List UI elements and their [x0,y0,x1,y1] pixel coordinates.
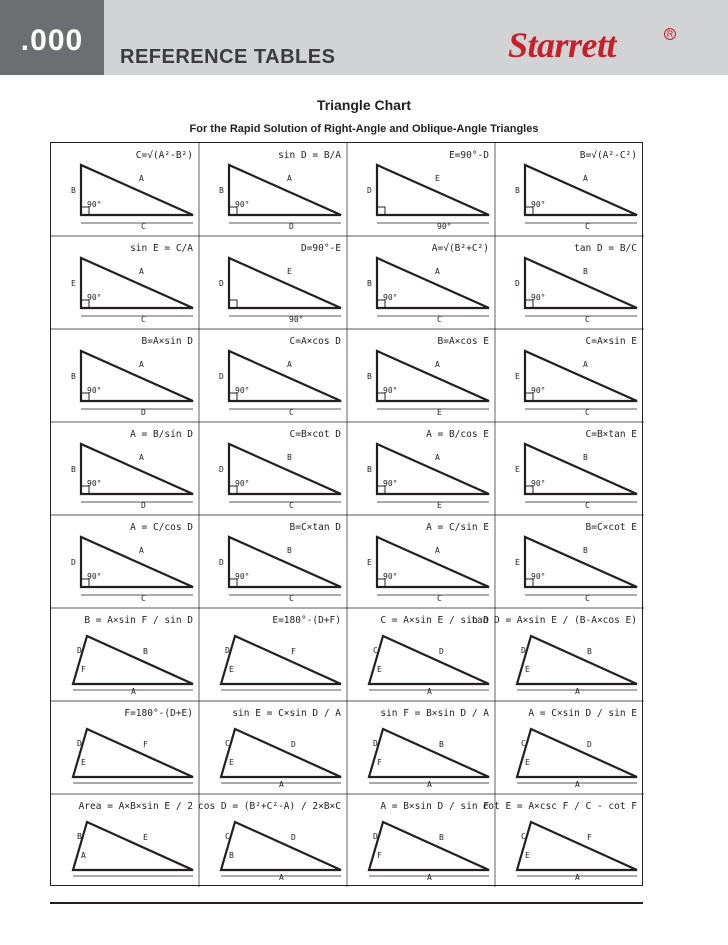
side-label: A [583,360,588,369]
side-label: A [583,174,588,183]
formula-text: B=A×cos E [437,336,489,347]
formula-text: B=C×tan D [289,522,341,533]
side-label: F [81,665,86,674]
side-label: A [139,546,144,555]
side-label: D [587,740,592,749]
bottom-rule [50,902,643,904]
side-label: C [289,501,294,510]
side-label: C [585,222,590,231]
side-label: E [525,851,530,860]
side-label: 90° [383,386,398,395]
formula-text: C=√(A²-B²) [135,150,193,161]
side-label: C [141,222,146,231]
side-label: C [585,315,590,324]
side-label: A [435,546,440,555]
side-label: A [287,174,292,183]
side-label: D [219,465,224,474]
side-label: B [229,851,234,860]
formula-text: A = B/cos E [426,429,489,440]
side-label: F [587,833,592,842]
side-label: C [225,739,230,748]
formula-text: A = C/sin E [426,522,489,533]
side-label: B [439,740,444,749]
formula-text: B = A×sin F / sin D [84,615,193,626]
side-label: E [525,758,530,767]
side-label: A [279,873,284,882]
triangle-chart-grid [50,142,643,886]
side-label: A [575,873,580,882]
side-label: D [219,279,224,288]
side-label: D [515,279,520,288]
formula-text: sin E = C/A [130,243,193,254]
side-label: E [435,174,440,183]
side-label: D [521,646,526,655]
side-label: C [585,501,590,510]
formula-text: sin E = C×sin D / A [232,708,341,719]
formula-text: B=√(A²-C²) [579,150,637,161]
side-label: 90° [383,479,398,488]
side-label: 90° [531,200,546,209]
formula-text: E=180°-(D+F) [272,615,341,626]
side-label: F [377,758,382,767]
side-label: 90° [87,572,102,581]
side-label: D [141,501,146,510]
side-label: 90° [531,386,546,395]
side-label: 90° [383,293,398,302]
formula-text: C=A×cos D [289,336,341,347]
side-label: B [71,186,76,195]
side-label: A [287,360,292,369]
grid-lines [51,143,644,887]
formula-text: cot E = A×csc F / C - cot F [482,801,637,812]
side-label: 90° [235,200,250,209]
formula-text: B=C×cot E [585,522,637,533]
side-label: E [437,501,442,510]
side-label: B [583,546,588,555]
side-label: B [587,647,592,656]
side-label: D [367,186,372,195]
side-label: B [219,186,224,195]
formula-text: tan D = A×sin E / (B-A×cos E) [471,615,637,626]
side-label: E [515,372,520,381]
side-label: C [289,408,294,417]
section-code-box [0,0,104,75]
side-label: 90° [531,293,546,302]
side-label: 90° [383,572,398,581]
registered-mark: R [664,28,676,40]
side-label: B [367,372,372,381]
side-label: 90° [235,572,250,581]
formula-text: A = B/sin D [130,429,193,440]
side-label: E [515,558,520,567]
section-title: REFERENCE TABLES [120,46,336,68]
side-label: D [219,372,224,381]
side-label: D [291,740,296,749]
side-label: B [515,186,520,195]
side-label: D [77,739,82,748]
side-label: 90° [289,315,304,324]
brand-name: Starrett [508,25,617,65]
formula-text: tan D = B/C [574,243,637,254]
side-label: E [81,758,86,767]
side-label: A [427,780,432,789]
side-label: B [367,465,372,474]
brand-logo [508,22,674,70]
formula-text: D=90°-E [300,243,341,254]
side-label: A [139,174,144,183]
side-label: E [437,408,442,417]
side-label: A [435,360,440,369]
side-label: 90° [87,293,102,302]
side-label: D [291,833,296,842]
side-label: C [225,832,230,841]
side-label: A [575,780,580,789]
side-label: B [583,267,588,276]
side-label: D [289,222,294,231]
side-label: D [373,832,378,841]
side-label: B [439,833,444,842]
side-label: C [373,646,378,655]
side-label: 90° [531,479,546,488]
side-label: D [77,646,82,655]
side-label: 90° [235,479,250,488]
chart-subtitle: For the Rapid Solution of Right-Angle and Oblique-Angle Triangles [189,123,539,135]
side-label: A [435,453,440,462]
side-label: E [229,665,234,674]
side-label: 90° [235,386,250,395]
side-label: D [141,408,146,417]
formula-text: A = C/cos D [130,522,193,533]
side-label: D [439,647,444,656]
side-label: E [143,833,148,842]
side-label: 90° [437,222,452,231]
formula-text: A=√(B²+C²) [431,243,489,254]
side-label: E [515,465,520,474]
side-label: C [521,739,526,748]
side-label: 90° [87,386,102,395]
side-label: B [71,465,76,474]
side-label: C [141,594,146,603]
side-label: D [373,739,378,748]
side-label: F [143,740,148,749]
formula-text: C=B×tan E [585,429,637,440]
side-label: A [131,687,136,696]
formula-text: cos D = (B²+C²-A) / 2×B×C [198,801,341,812]
side-label: B [287,546,292,555]
formula-text: C=B×cot D [289,429,341,440]
side-label: B [143,647,148,656]
formula-text: Area = A×B×sin E / 2 [78,801,193,812]
formula-text: B=A×sin D [141,336,193,347]
side-label: E [229,758,234,767]
side-label: B [287,453,292,462]
side-label: B [367,279,372,288]
side-label: E [287,267,292,276]
side-label: E [377,665,382,674]
side-label: C [437,594,442,603]
side-label: E [71,279,76,288]
side-label: A [435,267,440,276]
formula-text: E=90°-D [448,150,489,161]
side-label: C [437,315,442,324]
side-label: D [225,646,230,655]
section-code: .000 [20,23,84,57]
formula-text: F=180°-(D+E) [124,708,193,719]
side-label: C [141,315,146,324]
side-label: A [279,780,284,789]
chart-title: Triangle Chart [316,97,412,113]
side-label: A [427,687,432,696]
side-label: B [77,832,82,841]
side-label: D [219,558,224,567]
side-label: A [427,873,432,882]
side-label: E [367,558,372,567]
side-label: C [289,594,294,603]
side-label: E [525,665,530,674]
side-label: A [139,267,144,276]
side-label: A [575,687,580,696]
side-label: A [139,453,144,462]
formula-text: A = C×sin D / sin E [528,708,637,719]
side-label: 90° [87,200,102,209]
side-label: C [585,408,590,417]
side-label: F [377,851,382,860]
side-label: D [71,558,76,567]
formula-text: sin D = B/A [278,150,341,161]
formula-text: C=A×sin E [585,336,637,347]
side-label: B [71,372,76,381]
side-label: A [81,851,86,860]
side-label: A [139,360,144,369]
side-label: 90° [87,479,102,488]
side-label: C [585,594,590,603]
side-label: 90° [531,572,546,581]
formula-text: A = B×sin D / sin F [380,801,489,812]
side-label: F [291,647,296,656]
side-label: C [521,832,526,841]
formula-text: C = A×sin E / sin D [380,615,489,626]
side-label: B [583,453,588,462]
formula-text: sin F = B×sin D / A [380,708,489,719]
